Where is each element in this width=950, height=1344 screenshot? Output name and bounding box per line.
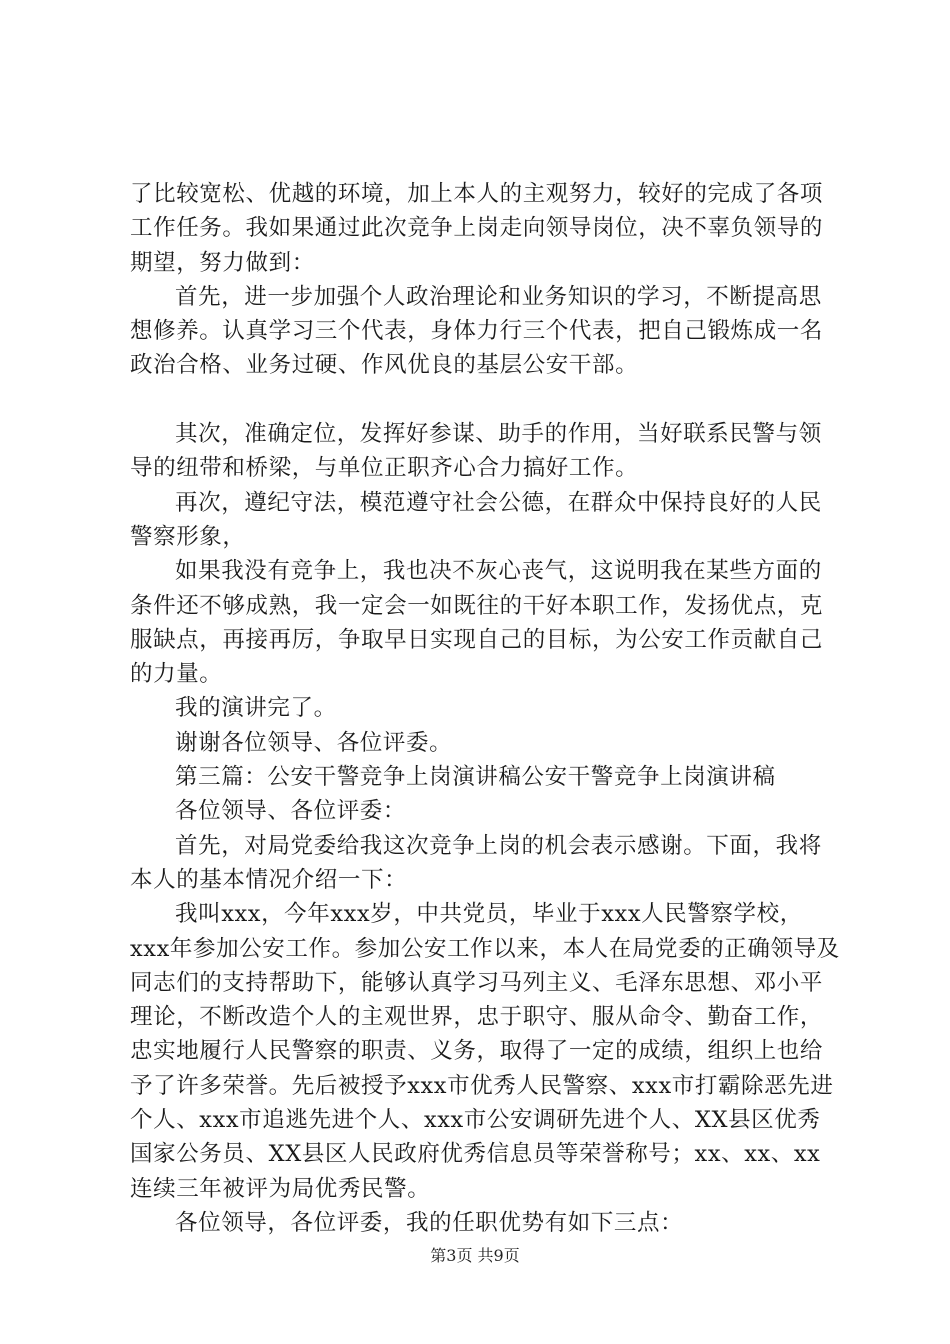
paragraph-continuation: 了比较宽松、优越的环境，加上本人的主观努力，较好的完成了各项工作任务。我如果通过此次竞争上岗走向领导岗位，决不辜负领导的期望，努力做到： <box>130 181 824 276</box>
paragraph-thanks: 谢谢各位领导、各位评委。 <box>175 729 453 756</box>
paragraph-speech-end: 我的演讲完了。 <box>175 695 337 722</box>
document-body <box>130 177 840 1240</box>
paragraph-first-point: 首先，进一步加强个人政治理论和业务知识的学习，不断提高思想修养。认真学习三个代表，身体力行三个代表，把自己锻炼成一名政治合格、业务过硬、作风优良的基层公安干部。 <box>130 283 824 379</box>
paragraph-second-point: 其次，准确定位，发挥好参谋、助手的作用，当好联系民警与领导的纽带和桥梁，与单位正职齐心合力搞好工作。 <box>130 421 822 482</box>
paragraph-salutation: 各位领导、各位评委： <box>175 798 407 825</box>
paragraph-advantages-intro: 各位领导，各位评委，我的任职优势有如下三点： <box>175 1209 684 1236</box>
paragraph-gratitude: 首先，对局党委给我这次竞争上岗的机会表示感谢。下面，我将本人的基本情况介绍一下： <box>130 832 822 893</box>
paragraph-third-point: 再次，遵纪守法，模范遵守社会公德，在群众中保持良好的人民警察形象， <box>130 489 822 550</box>
paragraph-spacer <box>130 383 840 417</box>
paragraph-if-not-selected: 如果我没有竞争上，我也决不灰心丧气，这说明我在某些方面的条件还不够成熟，我一定会一如既往的干好本职工作，发扬优点，克服缺点，再接再厉，争取早日实现自己的目标，为公安工作贡献自己的力量。 <box>130 558 824 688</box>
section-heading: 第三篇：公安干警竞争上岗演讲稿公安干警竞争上岗演讲稿 <box>175 764 776 791</box>
page-number-footer: 第3页 共9页 <box>430 1246 520 1265</box>
paragraph-self-introduction: 我叫xxx，今年xxx岁，中共党员，毕业于xxx人民警察学校，xxx年参加公安工作。参加公安工作以来，本人在局党委的正确领导及同志们的支持帮助下，能够认真学习马列主义、毛泽东思想、邓小平理论，不断改造个人的主观世界，忠于职守、服从命令、勤奋工作，忠实地履行人民警察的职责、义务，取得了一定的成绩，组织上也给予了许多荣誉。先后被授予xxx市优秀人民警察、xxx市打霸除恶先进个人、xxx市追逃先进个人、xxx市公安调研先进个人、XX县区优秀国家公务员、XX县区人民政府优秀信息员等荣誉称号；xx、xx、xx连续三年被评为局优秀民警。 <box>130 901 840 1202</box>
